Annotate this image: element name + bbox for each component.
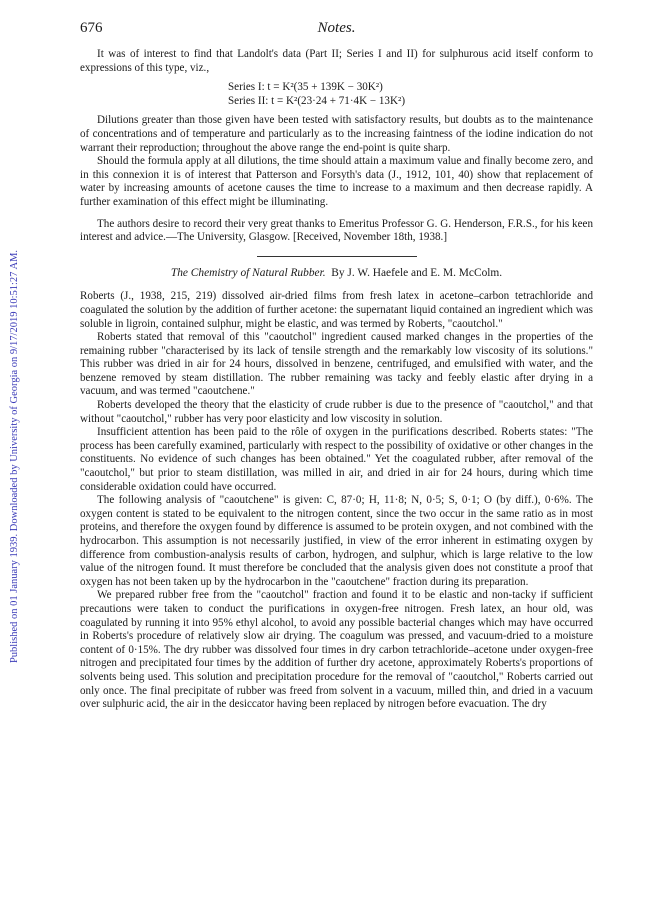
running-title: Notes. [317, 20, 356, 36]
spacer [80, 210, 593, 218]
equation-series-2: Series II: t = K²(23·24 + 71·4K − 13K²) [228, 94, 406, 107]
body-paragraph: Roberts stated that removal of this "caoutchol" ingredient caused marked changes in the properties of the remaining rubber "characterised by its lack of tensile strength and the remarkably low viscosity of its solutions." This rubber was dried in air for 24 hours, dissolved in benzene, centrifuged, and emulsified with water, and the benzene removed by steam distillation. The rubber remaining was tacky and feebly elastic after drying in a vacuum, and was termed "caoutchene." [80, 331, 593, 398]
intro-paragraph: Should the formula apply at all dilutions, the time should attain a maximum value and finally become zero, and in this connexion it is of interest that Patterson and Forsyth's data (J., 1912, 101, 40) show that replacement of water by increasing amounts of acetone causes the time to increase to a maximum and then decrease rapidly. A further examination of this effect might be illuminating. [80, 155, 593, 208]
article-authors: By J. W. Haefele and E. M. McColm. [331, 266, 503, 279]
article-title: The Chemistry of Natural Rubber. [170, 266, 326, 279]
body-paragraph: Roberts developed the theory that the elasticity of crude rubber is due to the presence of "caoutchol," and that without "caoutchol," rubber has very poor elasticity and low viscosity in solution. [80, 399, 593, 425]
download-stamp [0, 0, 30, 912]
body-paragraph: We prepared rubber free from the "caoutchol" fraction and found it to be elastic and non-tacky if sufficient precautions were taken to conduct the purifications in oxygen-free nitrogen. Fresh latex, an hour old, was coagulated by running it into 95% ethyl alcohol, to avoid any possible bacterial changes which may have occurred in Roberts's procedure of relatively slow air drying. The coagulum was pressed, and vacuum-dried to a moisture content of 0·15%. The dry rubber was dissolved four times in dry carbon tetrachloride–acetone under oxygen-free nitrogen and precipitated four times by the addition of further dry acetone, approximately Roberts's proportions of solvents being used. This solution and precipitation procedure for the removal of "caoutchol," Roberts carried out only once. The final precipitate of rubber was freed from solvent in a vacuum, milled thin, and dried in a vacuum over sulphuric acid, the air in the desiccator having been replaced by nitrogen before evacuation. The dry [80, 589, 593, 711]
acknowledgement-paragraph: The authors desire to record their very great thanks to Emeritus Professor G. G. Henderson, F.R.S., for his keen interest and advice.—The University, Glasgow. [Received, November 18th, 1938.] [80, 217, 593, 244]
section-divider [257, 256, 417, 257]
body-paragraph: The following analysis of "caoutchene" is given: C, 87·0; H, 11·8; N, 0·5; S, 0·1; O (by diff.), 0·6%. The oxygen content is stated to be equivalent to the nitrogen content, since the two occur in the same ratio as in most proteins, and therefore the oxygen found by difference is assumed to be protein oxygen, and not combined with the hydrocarbon. This assumption is not necessarily justified, in view of the error inherent in estimating oxygen by difference from combustion-analysis results of carbon, hydrogen, and sulphur, which is large relative to the low value of the nitrogen found. It must therefore be concluded that the analysis given does not constitute a proof that oxygen has not been taken up by the hydrocarbon in the "caoutchene" fraction during its preparation. [80, 494, 593, 588]
intro-paragraph: It was of interest to find that Landolt's data (Part II; Series I and II) for sulphurous acid itself conform to expressions of this type, viz., [80, 48, 593, 74]
page [80, 22, 593, 712]
page-header [80, 22, 593, 48]
article-heading [80, 267, 593, 281]
page-number: 676 [80, 20, 103, 36]
intro-paragraph: Dilutions greater than those given have been tested with satisfactory results, but doubts as to the maintenance of concentrations and of temperature and particularly as to the increasing faintness of the iodine indication do not warrant their reproduction; throughout the above range the end-point is quite sharp. [80, 114, 593, 154]
body-paragraph: Roberts (J., 1938, 215, 219) dissolved air-dried films from fresh latex in acetone–carbon tetrachloride and coagulated the solution by the addition of further acetone: the supernatant liquid contained an ingredient which was soluble in ligroin, contained sulphur, might be elastic, and was termed by Roberts, "caoutchol." [80, 290, 593, 330]
equation-series-1: Series I: t = K²(35 + 139K − 30K²) [228, 81, 383, 94]
body-paragraph: Insufficient attention has been paid to the rôle of oxygen in the purifications described. Roberts states: "The process has been carefully examined, particularly with respect to the possibility of oxidative or other changes in the constituents. No evidence of such changes has been obtained." Yet the coagulated rubber, after removal of the "caoutchol," but prior to steam distillation, was milled in air, and dried in air for 24 hours, during which time considerable oxidation could have occurred. [80, 426, 593, 493]
equation-block [80, 81, 593, 108]
download-stamp-text: Published on 01 January 1939. Downloaded by University of Georgia on 9/17/2019 10:51:27 AM. [9, 249, 21, 663]
